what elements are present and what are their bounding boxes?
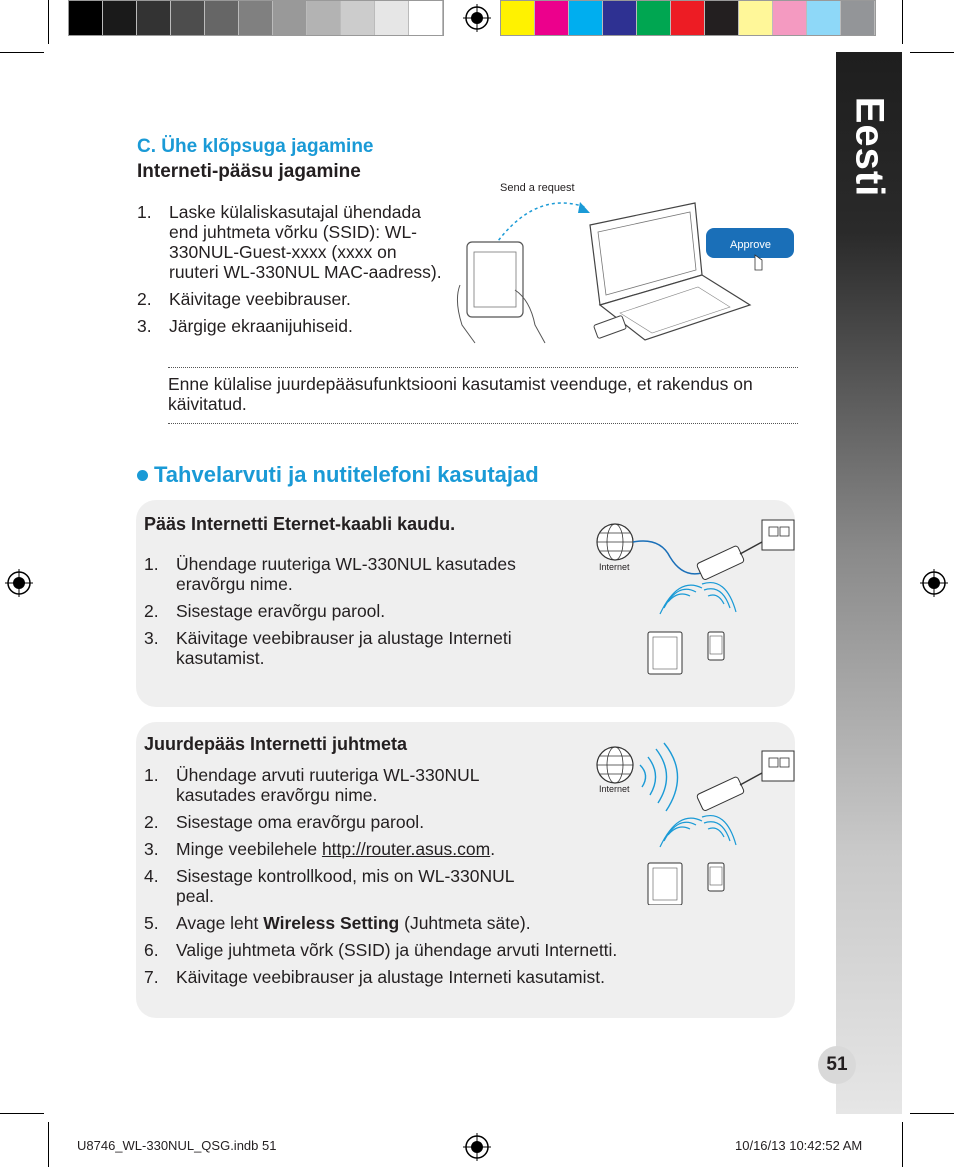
section-subheading: Interneti-pääsu jagamine: [137, 161, 361, 182]
guest-request-illustration: [440, 175, 800, 350]
list-item: 1. Ühendage ruuteriga WL-330NUL kasutades eravõrgu nime.: [144, 554, 516, 594]
page-number: 51: [818, 1046, 856, 1084]
wifi-icon: [660, 816, 736, 847]
list-item: 3. Järgige ekraanijuhiseid.: [137, 316, 353, 336]
tablet-icon: [648, 863, 682, 905]
panel-heading: Juurdepääs Internetti juhtmeta: [144, 734, 408, 754]
divider: [168, 367, 798, 368]
footer-date: 10/16/13 10:42:52 AM: [735, 1138, 863, 1153]
color-swatch: [501, 1, 535, 35]
router-url-link[interactable]: http://router.asus.com: [321, 839, 491, 859]
list-item: 1. Ühendage arvuti ruuteriga WL-330NUL kasutades eravõrgu nime.: [144, 765, 479, 805]
approve-button-label: Approve: [730, 239, 771, 251]
bullet-icon: [137, 470, 148, 481]
color-swatch: [671, 1, 705, 35]
color-swatch: [807, 1, 841, 35]
wall-socket-icon: [762, 520, 794, 550]
color-swatch: [341, 1, 375, 35]
footer-file: U8746_WL-330NUL_QSG.indb 51: [77, 1138, 277, 1153]
list-item: 3. Käivitage veebibrauser ja alustage Interneti kasutamist.: [144, 628, 512, 668]
color-swatch: [307, 1, 341, 35]
color-swatch: [103, 1, 137, 35]
list-item: 2. Sisestage eravõrgu parool.: [144, 601, 386, 621]
color-swatch: [171, 1, 205, 35]
globe-icon: [597, 524, 633, 560]
crop-mark: [0, 1113, 44, 1114]
crop-mark: [0, 52, 44, 53]
color-swatch: [409, 1, 443, 35]
list-item: 3. Minge veebilehele http://router.asus.com.: [144, 839, 496, 859]
globe-icon: [597, 747, 633, 783]
crop-mark: [902, 1122, 903, 1167]
list-item: 7. Käivitage veebibrauser ja alustage Interneti kasutamist.: [144, 967, 605, 987]
color-swatch: [273, 1, 307, 35]
crop-mark: [48, 1122, 49, 1167]
list-item: 2. Käivitage veebibrauser.: [137, 289, 351, 309]
tablet-section-heading: Tahvelarvuti ja nutitelefoni kasutajad: [137, 462, 539, 488]
panel-heading: Pääs Internetti Eternet-kaabli kaudu.: [144, 514, 456, 534]
crop-mark: [910, 1113, 954, 1114]
registration-mark-right-icon: [920, 569, 948, 597]
globe-label: Internet: [599, 562, 630, 572]
ethernet-diagram: [590, 512, 800, 682]
list-item: 2. Sisestage oma eravõrgu parool.: [144, 812, 425, 832]
phone-icon: [708, 863, 724, 891]
send-request-label: Send a request: [500, 182, 575, 194]
language-sidebar: [836, 52, 902, 1114]
globe-label: Internet: [599, 784, 630, 794]
registration-mark-bottom-icon: [463, 1133, 491, 1161]
color-swatch: [773, 1, 807, 35]
wall-socket-icon: [762, 751, 794, 781]
color-swatch: [535, 1, 569, 35]
color-swatch: [137, 1, 171, 35]
registration-mark-left-icon: [5, 569, 33, 597]
color-swatch: [239, 1, 273, 35]
color-swatch: [69, 1, 103, 35]
router-icon: [696, 545, 744, 580]
color-swatch: [375, 1, 409, 35]
phone-icon: [708, 632, 724, 660]
list-item: 1. Laske külaliskasutajal ühendada end juhtmeta võrku (SSID): WL-330NUL-Guest-xxxx (xxxx on ruuteri WL-330NUL MAC-aadress).: [137, 202, 442, 282]
router-icon: [696, 776, 744, 811]
color-swatch: [637, 1, 671, 35]
divider: [168, 423, 798, 424]
panel1-steps: [144, 554, 554, 675]
color-swatch: [739, 1, 773, 35]
crop-mark: [902, 0, 903, 44]
sidebar-title: Eesti: [847, 96, 892, 198]
color-swatch: [569, 1, 603, 35]
list-item: 6. Valige juhtmeta võrk (SSID) ja ühendage arvuti Internetti.: [144, 940, 618, 960]
section-c-steps: [137, 202, 442, 343]
crop-mark: [910, 52, 954, 53]
list-item: 5. Avage leht Wireless Setting (Juhtmeta säte).: [144, 913, 531, 933]
color-swatch: [705, 1, 739, 35]
color-swatch-bar: [500, 0, 876, 36]
wireless-diagram: [590, 735, 800, 905]
color-swatch: [603, 1, 637, 35]
color-swatch: [205, 1, 239, 35]
gray-swatch-bar: [68, 0, 444, 36]
tablet-icon: [648, 632, 682, 674]
crop-mark: [48, 0, 49, 44]
color-swatch: [841, 1, 875, 35]
list-item: 4. Sisestage kontrollkood, mis on WL-330NUL peal.: [144, 866, 514, 906]
note-text: Enne külalise juurdepääsufunktsiooni kasutamist veenduge, et rakendus on käivitatud.: [168, 374, 753, 414]
wifi-icon: [640, 743, 678, 811]
registration-mark-top-icon: [463, 4, 491, 32]
wifi-icon: [660, 583, 736, 614]
section-heading: C. Ühe klõpsuga jagamine: [137, 136, 374, 157]
